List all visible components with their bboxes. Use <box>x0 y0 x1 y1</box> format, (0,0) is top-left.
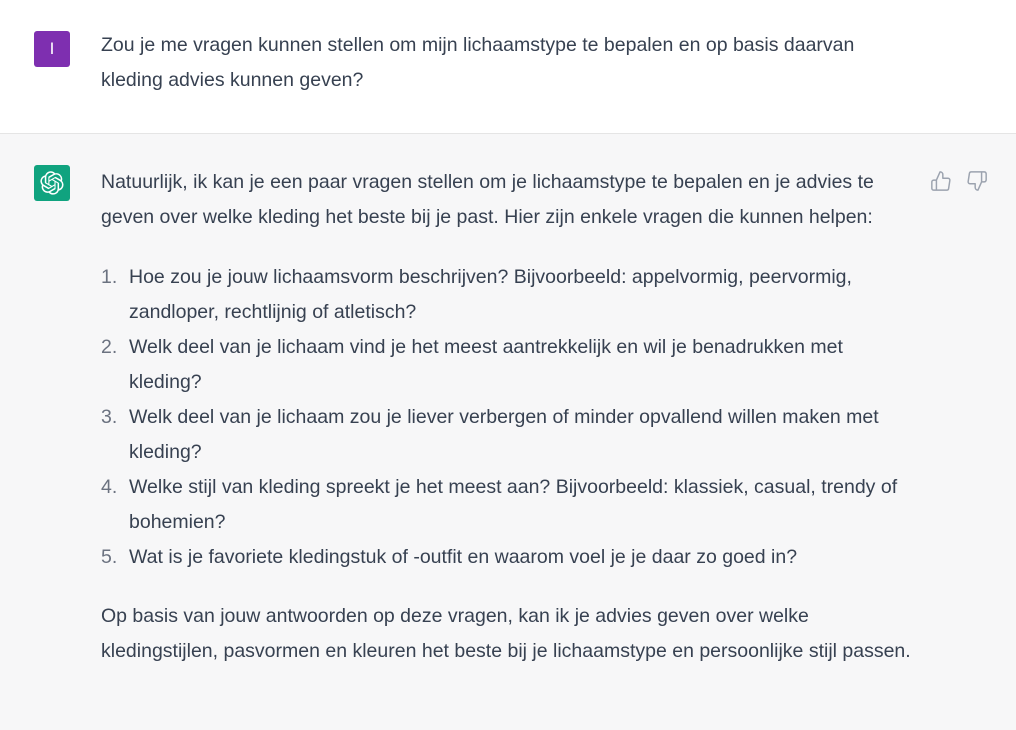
list-item <box>101 540 911 575</box>
openai-logo-icon <box>40 171 64 195</box>
thumbs-up-icon <box>930 170 952 192</box>
list-item <box>101 470 911 540</box>
thumbs-up-button[interactable] <box>930 170 952 192</box>
list-item-number: 2. <box>101 336 118 358</box>
thumbs-down-icon <box>966 170 988 192</box>
assistant-message-row <box>0 134 1016 730</box>
assistant-message <box>101 165 911 669</box>
list-item <box>101 330 911 400</box>
list-item-text: Welk deel van je lichaam zou je liever verbergen of minder opvallend willen maken met kleding? <box>129 406 879 463</box>
feedback-buttons <box>930 170 988 192</box>
assistant-outro: Op basis van jouw antwoorden op deze vragen, kan ik je advies geven over welke kledingstijlen, pasvormen en kleuren het beste bij je lichaamstype en persoonlijke stijl passen. <box>101 605 911 662</box>
question-list <box>101 260 911 575</box>
user-avatar <box>34 31 70 67</box>
list-item-text: Welke stijl van kleding spreekt je het meest aan? Bijvoorbeeld: klassiek, casual, trendy of bohemien? <box>129 476 898 533</box>
user-message-row <box>0 0 1016 134</box>
list-item-number: 1. <box>101 266 118 288</box>
user-message-text: Zou je me vragen kunnen stellen om mijn lichaamstype te bepalen en op basis daarvan kleding advies kunnen geven? <box>101 34 855 91</box>
list-item-text: Wat is je favoriete kledingstuk of -outfit en waarom voel je je daar zo goed in? <box>129 546 798 568</box>
assistant-intro: Natuurlijk, ik kan je een paar vragen stellen om je lichaamstype te bepalen en je advies te geven over welke kleding het beste bij je past. Hier zijn enkele vragen die kunnen helpen: <box>101 171 874 228</box>
list-item-text: Hoe zou je jouw lichaamsvorm beschrijven? Bijvoorbeeld: appelvormig, peervormig, zandloper, rechtlijnig of atletisch? <box>129 266 852 323</box>
list-item <box>101 400 911 470</box>
list-item-number: 4. <box>101 476 118 498</box>
thumbs-down-button[interactable] <box>966 170 988 192</box>
list-item-number: 5. <box>101 546 118 568</box>
assistant-avatar <box>34 165 70 201</box>
list-item <box>101 260 911 330</box>
list-item-number: 3. <box>101 406 118 428</box>
user-avatar-letter: I <box>49 39 55 58</box>
list-item-text: Welk deel van je lichaam vind je het meest aantrekkelijk en wil je benadrukken met kleding? <box>129 336 843 393</box>
